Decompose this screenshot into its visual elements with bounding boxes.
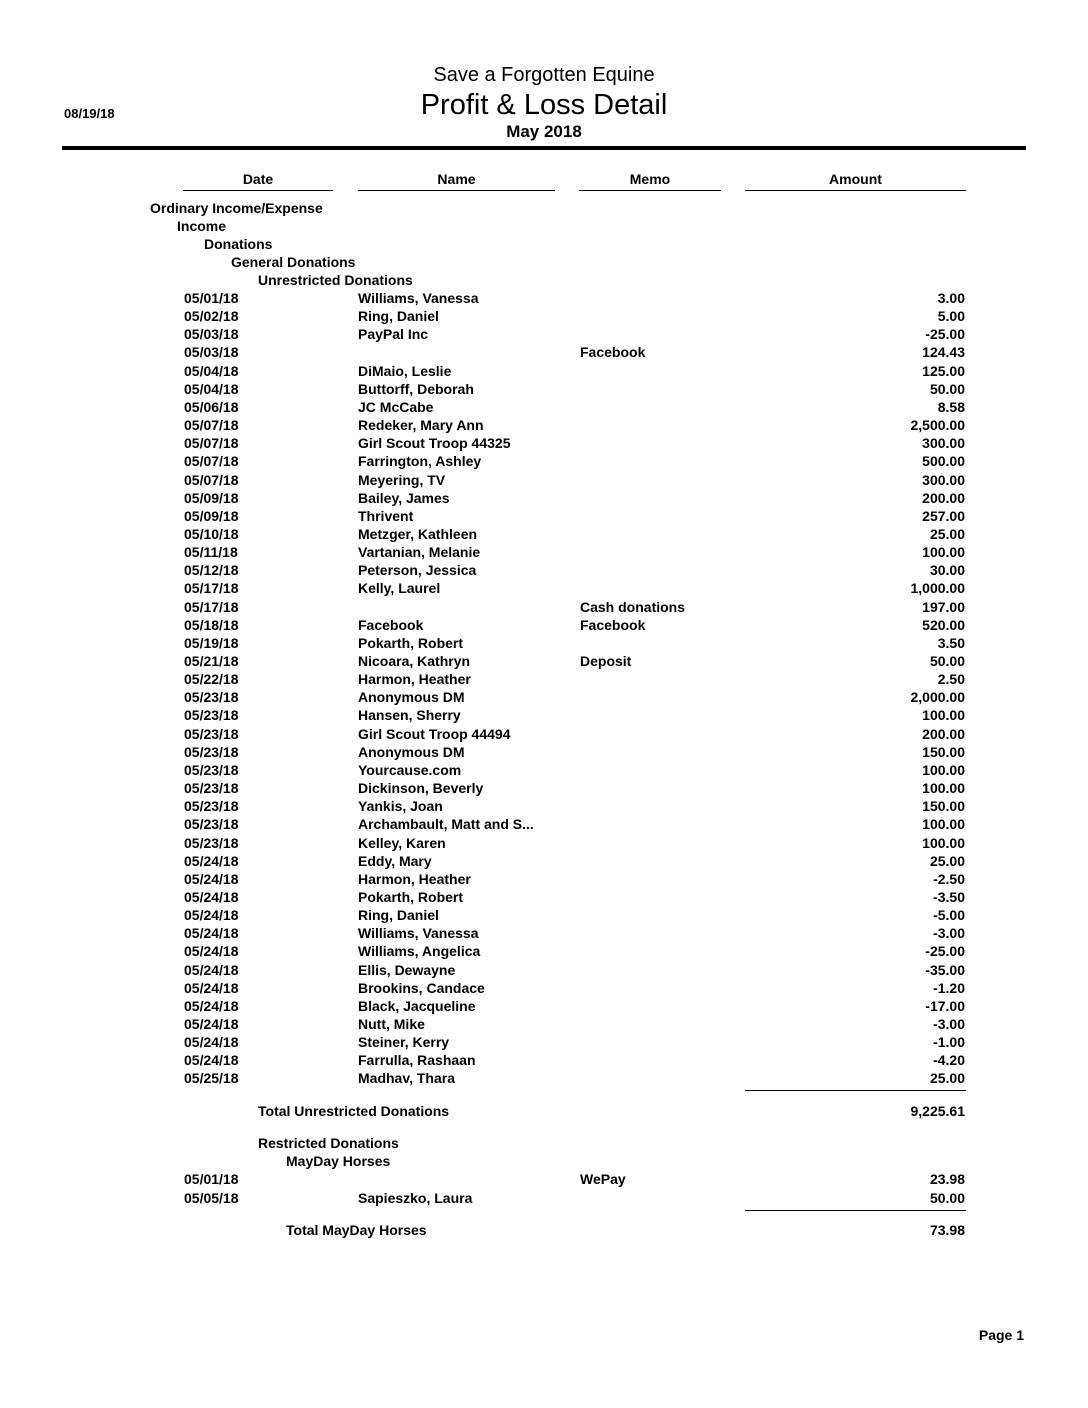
row-name: Williams, Angelica xyxy=(358,943,481,960)
row-name: Kelly, Laurel xyxy=(358,580,441,597)
row-memo: Facebook xyxy=(580,344,646,361)
row-date: 05/18/18 xyxy=(184,616,239,633)
table-row xyxy=(0,580,1088,598)
row-date: 05/07/18 xyxy=(184,417,239,434)
row-name: Yourcause.com xyxy=(358,761,462,778)
table-row xyxy=(0,1171,1088,1189)
row-name: Brookins, Candace xyxy=(358,979,485,996)
row-amount: 257.00 xyxy=(922,507,965,524)
row-date: 05/03/18 xyxy=(184,326,239,343)
row-amount: 100.00 xyxy=(922,816,965,833)
row-name: Anonymous DM xyxy=(358,689,465,706)
row-amount: 30.00 xyxy=(929,562,965,579)
row-date: 05/24/18 xyxy=(184,907,239,924)
row-amount: -1.20 xyxy=(933,979,965,996)
row-amount: 150.00 xyxy=(922,798,965,815)
row-date: 05/24/18 xyxy=(184,925,239,942)
table-row xyxy=(0,526,1088,544)
row-date: 05/21/18 xyxy=(184,653,239,669)
row-date: 05/23/18 xyxy=(184,761,239,778)
row-amount: -3.00 xyxy=(933,925,965,942)
row-name: Dickinson, Beverly xyxy=(358,780,484,797)
row-amount: 2,000.00 xyxy=(910,689,965,706)
row-date: 05/24/18 xyxy=(184,979,239,996)
row-name: Hansen, Sherry xyxy=(358,707,461,724)
row-amount: 125.00 xyxy=(922,362,965,379)
column-underline-date xyxy=(183,190,333,191)
row-memo: WePay xyxy=(580,1171,626,1187)
row-name: Nutt, Mike xyxy=(358,1016,425,1032)
row-amount: 100.00 xyxy=(922,834,965,851)
row-amount: 200.00 xyxy=(922,725,965,742)
row-date: 05/09/18 xyxy=(184,489,239,506)
table-row xyxy=(0,1016,1088,1034)
table-row xyxy=(0,326,1088,344)
row-name: Meyering, TV xyxy=(358,471,446,488)
group-donations: Donations xyxy=(204,236,273,252)
row-date: 05/10/18 xyxy=(184,525,239,542)
row-name: Metzger, Kathleen xyxy=(358,525,478,542)
table-row xyxy=(0,907,1088,925)
row-amount: 25.00 xyxy=(929,525,965,542)
row-amount: 23.98 xyxy=(929,1171,965,1187)
row-date: 05/23/18 xyxy=(184,798,239,815)
row-date: 05/25/18 xyxy=(184,1070,239,1087)
row-date: 05/04/18 xyxy=(184,380,239,397)
row-name: Harmon, Heather xyxy=(358,671,471,688)
row-date: 05/17/18 xyxy=(184,598,239,615)
row-date: 05/24/18 xyxy=(184,870,239,887)
row-amount: 100.00 xyxy=(922,761,965,778)
row-date: 05/03/18 xyxy=(184,344,239,361)
table-row xyxy=(0,308,1088,326)
row-date: 05/12/18 xyxy=(184,562,239,579)
row-amount: 100.00 xyxy=(922,544,965,561)
table-row xyxy=(0,744,1088,762)
row-name: Farrington, Ashley xyxy=(358,453,482,470)
row-amount: 300.00 xyxy=(922,471,965,488)
row-date: 05/17/18 xyxy=(184,580,239,597)
table-row xyxy=(0,290,1088,308)
row-date: 05/24/18 xyxy=(184,997,239,1014)
row-amount: -1.00 xyxy=(933,1034,965,1051)
column-header-name: Name xyxy=(437,171,476,187)
row-name: Madhav, Thara xyxy=(358,1070,455,1087)
row-name: Bailey, James xyxy=(358,489,450,506)
table-row xyxy=(0,1190,1088,1208)
row-amount: 50.00 xyxy=(929,380,965,397)
row-name: Yankis, Joan xyxy=(358,798,443,815)
row-date: 05/04/18 xyxy=(184,362,239,379)
row-date: 05/23/18 xyxy=(184,743,239,760)
row-name: Nicoara, Kathryn xyxy=(358,653,471,669)
column-underline-amount xyxy=(745,190,966,191)
row-name: Kelley, Karen xyxy=(358,834,446,851)
row-date: 05/07/18 xyxy=(184,453,239,470)
row-date: 05/06/18 xyxy=(184,398,239,415)
table-row xyxy=(0,617,1088,635)
row-amount: 25.00 xyxy=(929,1070,965,1087)
row-amount: 50.00 xyxy=(929,653,965,669)
row-date: 05/24/18 xyxy=(184,1052,239,1069)
row-amount: 197.00 xyxy=(922,598,965,615)
table-row xyxy=(0,780,1088,798)
row-name: Buttorff, Deborah xyxy=(358,380,474,397)
row-amount: -4.20 xyxy=(933,1052,965,1069)
group-mayday-horses: MayDay Horses xyxy=(286,1153,391,1169)
table-row xyxy=(0,562,1088,580)
row-name: Girl Scout Troop 44325 xyxy=(358,435,511,452)
row-amount: -3.50 xyxy=(933,888,965,905)
row-name: Williams, Vanessa xyxy=(358,925,479,942)
table-row xyxy=(0,1070,1088,1088)
row-name: Farrulla, Rashaan xyxy=(358,1052,476,1069)
table-row xyxy=(0,490,1088,508)
row-amount: -17.00 xyxy=(925,997,965,1014)
row-date: 05/07/18 xyxy=(184,471,239,488)
row-name: Thrivent xyxy=(358,507,414,524)
row-date: 05/11/18 xyxy=(184,544,238,561)
table-row xyxy=(0,417,1088,435)
table-row xyxy=(0,871,1088,889)
report-period: May 2018 xyxy=(506,122,582,141)
group-unrestricted-donations: Unrestricted Donations xyxy=(258,272,413,288)
row-name: Girl Scout Troop 44494 xyxy=(358,725,511,742)
table-row xyxy=(0,1034,1088,1052)
row-amount: 25.00 xyxy=(929,852,965,869)
row-date: 05/02/18 xyxy=(184,308,239,325)
row-name: Archambault, Matt and S... xyxy=(358,816,534,833)
row-name: Eddy, Mary xyxy=(358,852,432,869)
row-name: Ellis, Dewayne xyxy=(358,961,456,978)
column-underline-name xyxy=(358,190,555,191)
table-row xyxy=(0,671,1088,689)
table-row xyxy=(0,798,1088,816)
row-amount: 100.00 xyxy=(922,707,965,724)
table-row xyxy=(0,399,1088,417)
row-date: 05/24/18 xyxy=(184,943,239,960)
row-date: 05/07/18 xyxy=(184,435,239,452)
column-header-memo: Memo xyxy=(629,171,671,187)
row-name: Black, Jacqueline xyxy=(358,997,476,1014)
table-row xyxy=(0,762,1088,780)
row-name: PayPal Inc xyxy=(358,326,429,343)
row-date: 05/24/18 xyxy=(184,888,239,905)
row-name: Sapieszko, Laura xyxy=(358,1189,473,1206)
row-amount: 150.00 xyxy=(922,743,965,760)
row-date: 05/01/18 xyxy=(184,1171,239,1187)
total-unrestricted-label: Total Unrestricted Donations xyxy=(258,1103,450,1119)
total-unrestricted-amount: 9,225.61 xyxy=(910,1103,965,1119)
row-amount: 5.00 xyxy=(937,308,965,325)
table-row xyxy=(0,363,1088,381)
row-date: 05/23/18 xyxy=(184,816,239,833)
row-name: Facebook xyxy=(358,616,424,633)
row-amount: -5.00 xyxy=(933,907,965,924)
table-row xyxy=(0,816,1088,834)
table-row xyxy=(0,472,1088,490)
row-amount: -25.00 xyxy=(925,943,965,960)
table-row xyxy=(0,1052,1088,1070)
total-mayday-rule xyxy=(745,1210,966,1211)
table-row xyxy=(0,998,1088,1016)
table-row xyxy=(0,599,1088,617)
total-mayday-label: Total MayDay Horses xyxy=(286,1222,427,1238)
row-memo: Cash donations xyxy=(580,598,686,615)
table-row xyxy=(0,707,1088,725)
row-amount: 3.50 xyxy=(937,634,965,651)
row-name: Pokarth, Robert xyxy=(358,634,464,651)
row-name: JC McCabe xyxy=(358,398,434,415)
row-amount: 200.00 xyxy=(922,489,965,506)
row-amount: 300.00 xyxy=(922,435,965,452)
row-amount: 2.50 xyxy=(937,671,965,688)
row-amount: 3.00 xyxy=(937,290,965,306)
group-general-donations: General Donations xyxy=(231,254,356,270)
table-row xyxy=(0,635,1088,653)
row-name: Williams, Vanessa xyxy=(358,290,479,306)
row-name: Pokarth, Robert xyxy=(358,888,464,905)
row-name: Peterson, Jessica xyxy=(358,562,477,579)
column-header-amount: Amount xyxy=(829,171,882,187)
row-name: Vartanian, Melanie xyxy=(358,544,481,561)
row-name: Anonymous DM xyxy=(358,743,465,760)
table-row xyxy=(0,544,1088,562)
table-row xyxy=(0,943,1088,961)
row-memo: Facebook xyxy=(580,616,646,633)
row-amount: 124.43 xyxy=(922,344,965,361)
table-row xyxy=(0,435,1088,453)
column-underline-memo xyxy=(579,190,721,191)
row-amount: -3.00 xyxy=(933,1016,965,1032)
table-row xyxy=(0,726,1088,744)
row-date: 05/01/18 xyxy=(184,290,239,306)
table-row xyxy=(0,889,1088,907)
row-date: 05/24/18 xyxy=(184,1034,239,1051)
total-unrestricted-rule xyxy=(745,1090,966,1091)
row-amount: 500.00 xyxy=(922,453,965,470)
row-date: 05/23/18 xyxy=(184,834,239,851)
row-name: Ring, Daniel xyxy=(358,308,439,325)
table-row xyxy=(0,381,1088,399)
table-row xyxy=(0,925,1088,943)
row-amount: 2,500.00 xyxy=(910,417,965,434)
table-row xyxy=(0,653,1088,671)
total-mayday-amount: 73.98 xyxy=(929,1222,965,1238)
company-name: Save a Forgotten Equine xyxy=(433,64,655,86)
row-amount: 520.00 xyxy=(922,616,965,633)
row-amount: 8.58 xyxy=(937,398,965,415)
report-title: Profit & Loss Detail xyxy=(420,89,668,121)
table-row xyxy=(0,962,1088,980)
table-row xyxy=(0,508,1088,526)
row-name: Steiner, Kerry xyxy=(358,1034,450,1051)
row-amount: -2.50 xyxy=(933,870,965,887)
group-restricted-donations: Restricted Donations xyxy=(258,1135,399,1151)
table-row xyxy=(0,835,1088,853)
group-income: Income xyxy=(177,218,227,234)
row-date: 05/23/18 xyxy=(184,689,239,706)
table-row xyxy=(0,689,1088,707)
row-date: 05/05/18 xyxy=(184,1189,239,1206)
row-amount: -25.00 xyxy=(925,326,965,343)
row-date: 05/19/18 xyxy=(184,634,239,651)
table-row xyxy=(0,453,1088,471)
column-header-date: Date xyxy=(242,171,274,187)
row-name: Harmon, Heather xyxy=(358,870,471,887)
row-amount: 100.00 xyxy=(922,780,965,797)
row-date: 05/09/18 xyxy=(184,507,239,524)
row-amount: -35.00 xyxy=(925,961,965,978)
row-date: 05/23/18 xyxy=(184,707,239,724)
table-row xyxy=(0,853,1088,871)
run-date: 08/19/18 xyxy=(64,106,115,121)
row-date: 05/22/18 xyxy=(184,671,239,688)
row-date: 05/23/18 xyxy=(184,780,239,797)
table-row xyxy=(0,344,1088,362)
row-amount: 50.00 xyxy=(929,1189,965,1206)
row-name: DiMaio, Leslie xyxy=(358,362,452,379)
row-name: Redeker, Mary Ann xyxy=(358,417,484,434)
row-date: 05/24/18 xyxy=(184,961,239,978)
row-memo: Deposit xyxy=(580,653,632,669)
group-ordinary-income-expense: Ordinary Income/Expense xyxy=(150,200,323,216)
table-row xyxy=(0,980,1088,998)
row-date: 05/24/18 xyxy=(184,1016,239,1032)
row-date: 05/23/18 xyxy=(184,725,239,742)
row-date: 05/24/18 xyxy=(184,852,239,869)
page-number: Page 1 xyxy=(978,1327,1024,1343)
header-rule xyxy=(62,146,1026,150)
row-amount: 1,000.00 xyxy=(910,580,965,597)
row-name: Ring, Daniel xyxy=(358,907,439,924)
